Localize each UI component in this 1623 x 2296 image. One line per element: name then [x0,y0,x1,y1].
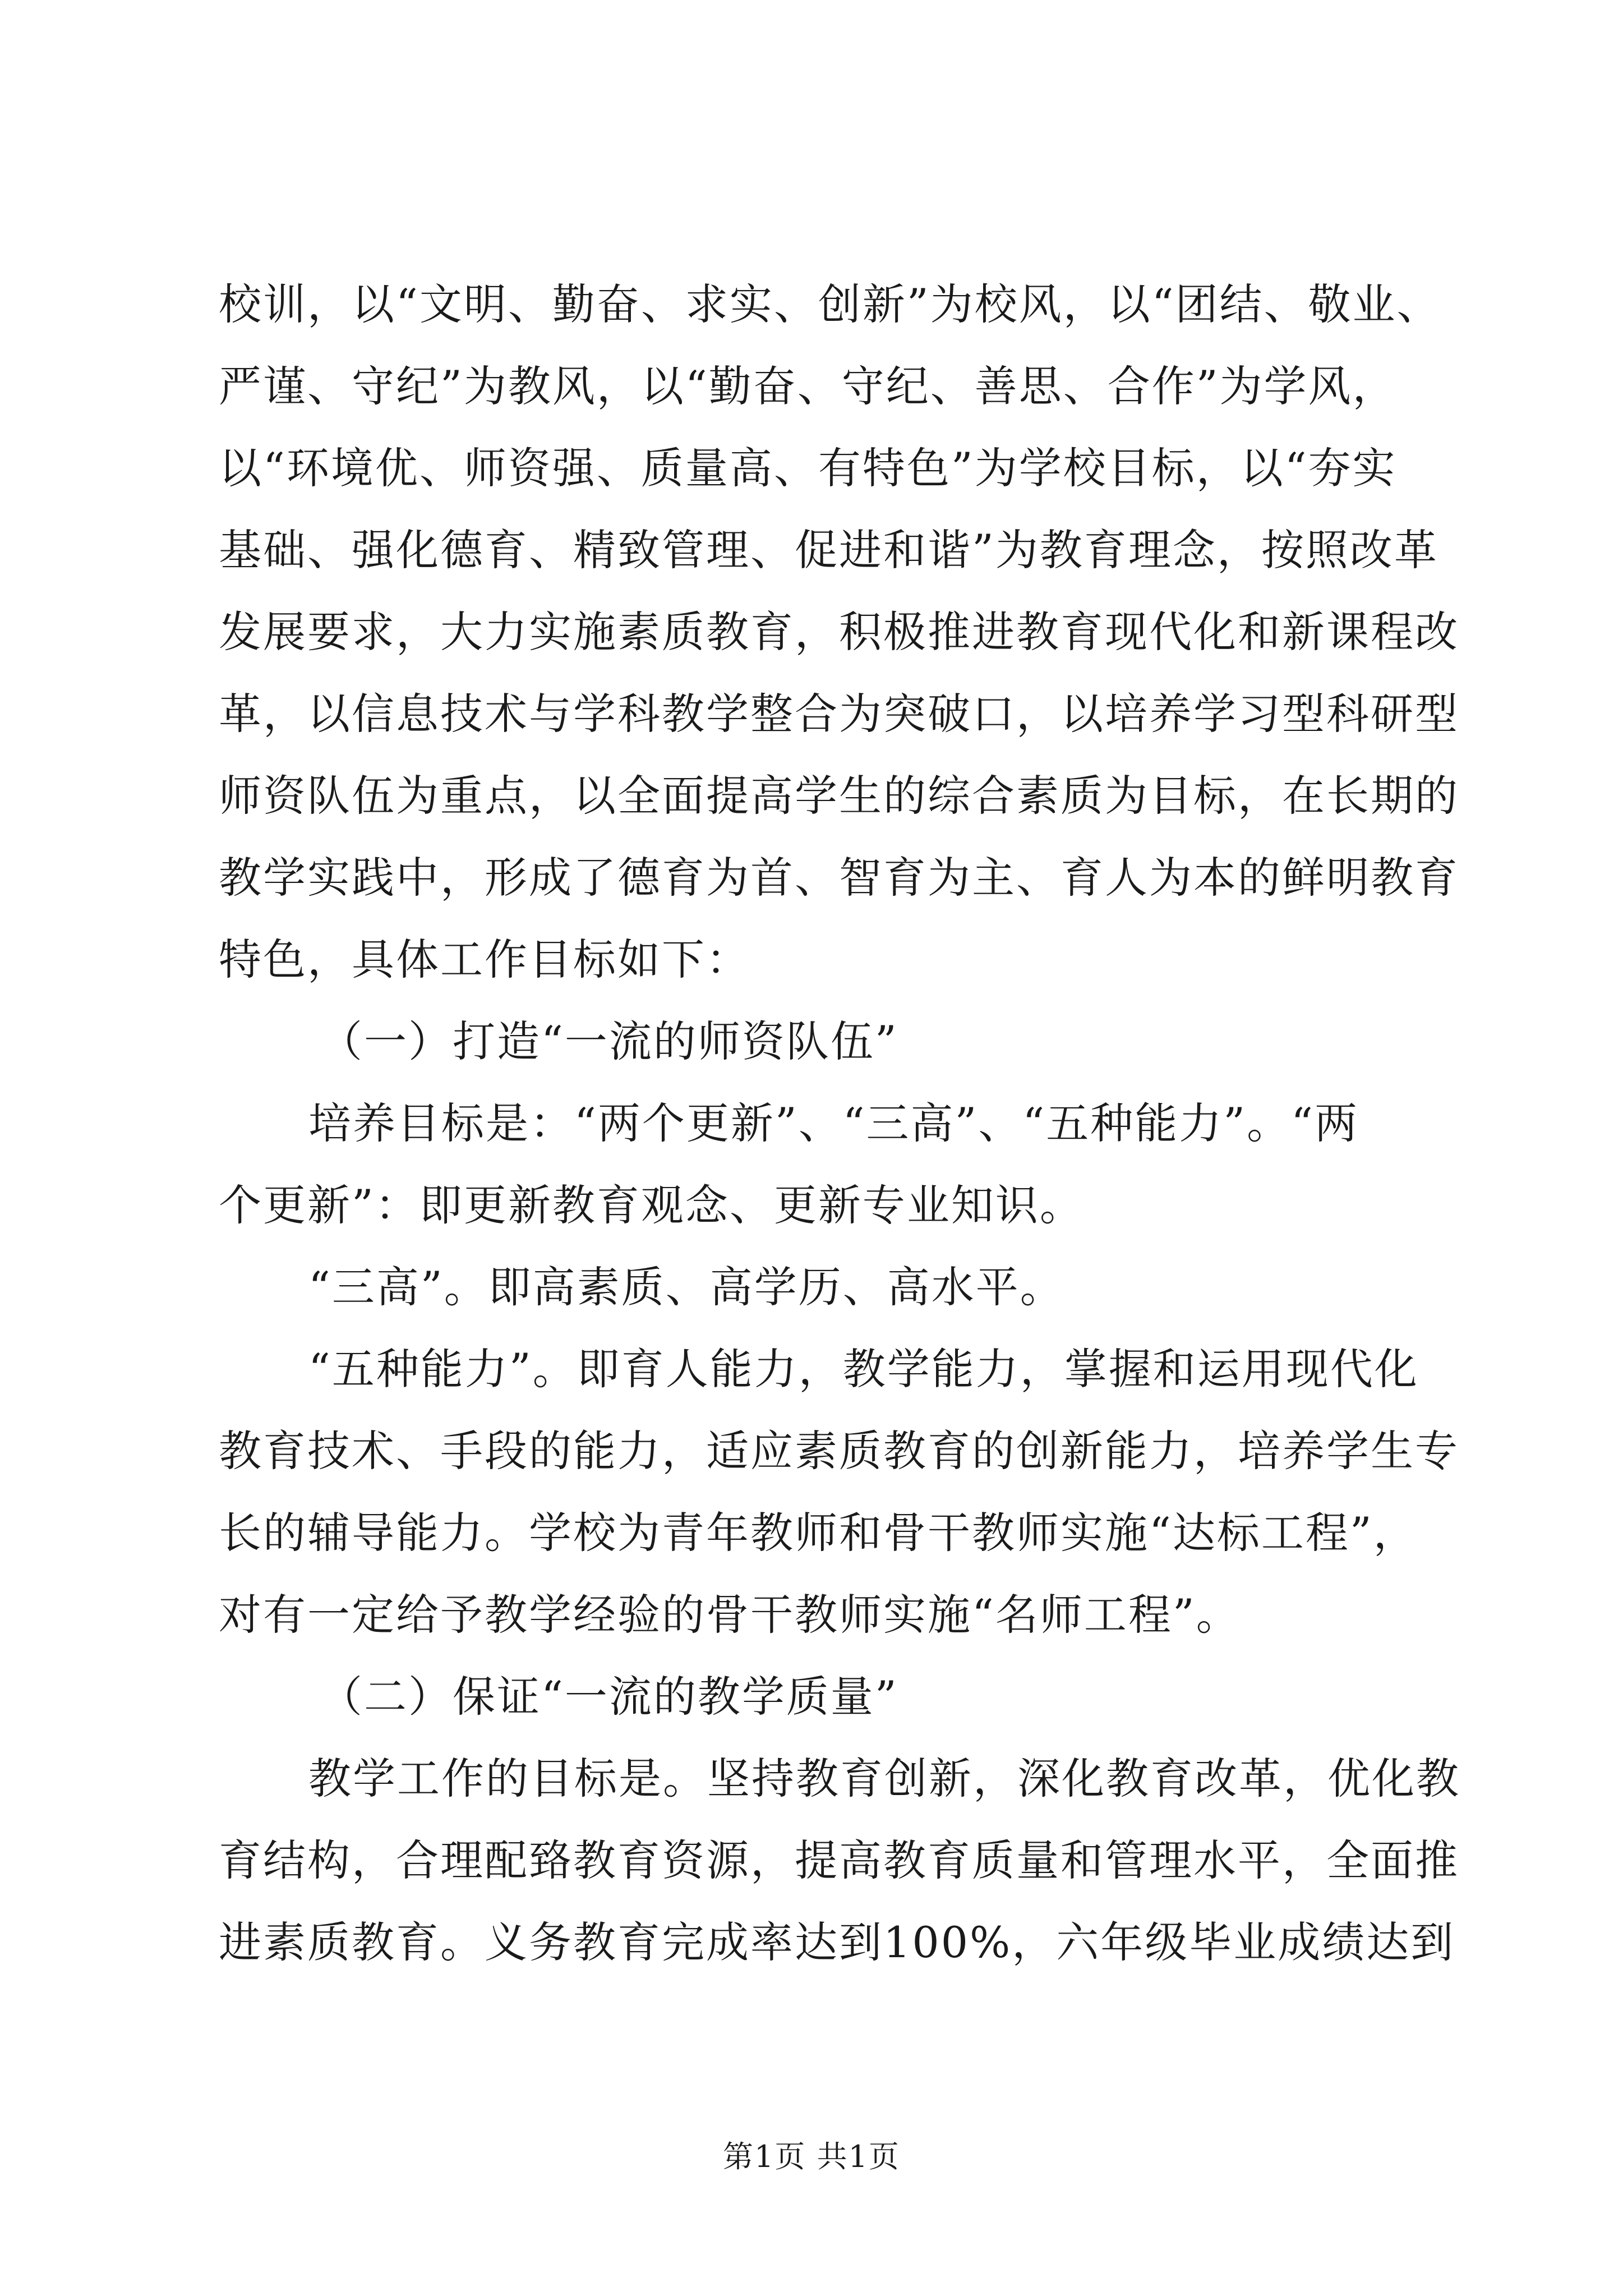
section-heading: （一）打造“一流的师资队伍” [320,1016,898,1066]
text-line: 基础、强化德育、精致管理、促进和谐”为教育理念，按照改革 [219,525,1438,575]
page-footer: 第1页 共1页 [723,2139,900,2174]
text-line: 长的辅导能力。学校为青年教师和骨干教师实施“达标工程”， [219,1508,1418,1558]
paragraph-start: “三高”。即高素质、高学历、高水平。 [308,1262,1064,1312]
text-line: 对有一定给予教学经验的骨干教师实施“名师工程”。 [219,1590,1241,1640]
section-heading: （二）保证“一流的教学质量” [320,1672,898,1722]
text-line: 师资队伍为重点，以全面提高学生的综合素质为目标，在长期的 [219,771,1459,821]
text-line: 个更新”：即更新教育观念、更新专业知识。 [219,1180,1084,1230]
text-line: 严谨、守纪”为教风，以“勤奋、守纪、善思、合作”为学风， [219,361,1397,411]
text-line: 教育技术、手段的能力，适应素质教育的创新能力，培养学生专 [219,1426,1459,1476]
text-line: 革，以信息技术与学科教学整合为突破口，以培养学习型科研型 [219,689,1459,739]
paragraph-start: 培养目标是：“两个更新”、“三高”、“五种能力”。“两 [308,1098,1359,1148]
paragraph-start: 教学工作的目标是。坚持教育创新，深化教育改革，优化教 [308,1754,1460,1803]
paragraph-start: “五种能力”。即育人能力，教学能力，掌握和运用现代化 [308,1344,1419,1394]
text-line: 育结构，合理配臵教育资源，提高教育质量和管理水平，全面推 [219,1835,1459,1885]
text-line: 特色，具体工作目标如下： [219,935,750,984]
text-line: 校训，以“文明、勤奋、求实、创新”为校风，以“团结、敬业、 [219,279,1441,329]
text-line: 发展要求，大力实施素质教育，积极推进教育现代化和新课程改 [219,607,1459,657]
text-line: 进素质教育。义务教育完成率达到100%，六年级毕业成绩达到 [219,1917,1455,1967]
text-line: 教学实践中，形成了德育为首、智育为主、育人为本的鲜明教育 [219,853,1459,903]
document-body [219,264,1503,1984]
text-line: 以“环境优、师资强、质量高、有特色”为学校目标，以“夯实 [219,443,1397,493]
